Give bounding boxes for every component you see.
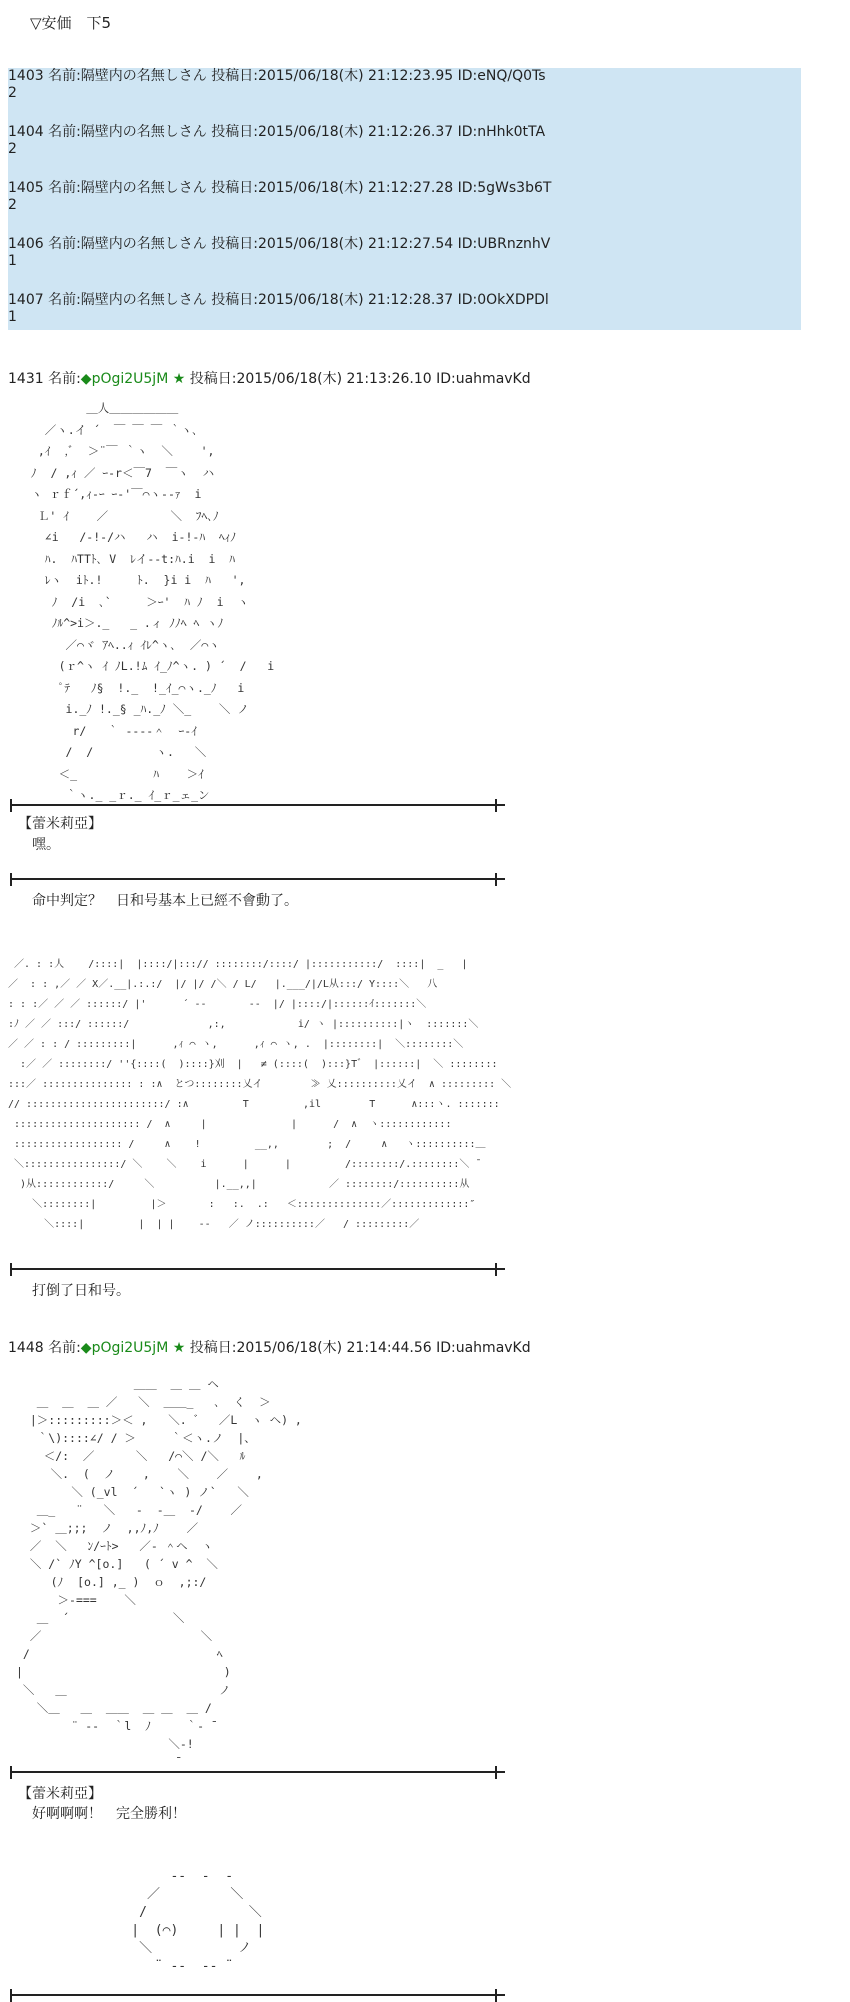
post-header: 1403 名前:隔壁内の名無しさん 投稿日:2015/06/18(木) 21:12:23.95 ID:eNQ/Q0Ts bbox=[8, 68, 546, 84]
ascii-art-hiwagou: ／. : :人 /::::| |::::/|:::// ::::::::/::::/ |:::::::::::/ ::::| _ | ／ : : ,／ ／ X／.__|.:.:/ |/ |/ /＼ / L/ |.___/|/L从:::/ Y::::＼ 八 : : :／ ／ ／ ::::::/ |' ´ ‐‐ ‐‐ |/ |::::/|::::::ｲ:::::::＼ :ﾉ ／ ／ :::/ ::::::/ ,:, i/ ヽ |::::::::::|ヽ :::::::＼ ／ ／ : : / :::::::::| ,ｨ ⌒ ヽ, ,ｨ ⌒ ヽ, . |::::::::| ＼::::::::＼ :／ ／ ::::::::/ ''{::::( )::::}刈 | ≠ (::::( ):::}T゛ |::::::| ＼ :::::::: :::／ ::::::::::::::: : :∧ とつ::::::::乂イ ≫ 乂::::::::::乂イ ∧ ::::::::: ＼ // :::::::::::::::::::::::/ :∧ T ,il T ∧:::ヽ. ::::::: ::::::::::::::::::::: / ∧ | | / ∧ ヽ:::::::::::: :::::::::::::::::: / ∧ ! __,, ; / ∧ ヽ::::::::::＿ ＼::::::::::::::::/ ＼ ＼ i | | /::::::::/.::::::::＼ ̄ )从::::::::::::/ ＼ |.__,,| ／ ::::::::/::::::::::从 ＼::::::::| |＞ : :. .: ＜::::::::::::::／:::::::::::::″ ＼::::| | | | ‐‐ ／ ノ::::::::::／ / :::::::::／ bbox=[8, 959, 512, 1230]
post-date-id: 投稿日:2015/06/18(木) 21:13:26.10 ID:uahmavKd bbox=[185, 371, 531, 387]
post-number-name: 1431 名前: bbox=[8, 371, 81, 387]
post-date-id: 投稿日:2015/06/18(木) 21:14:44.56 ID:uahmavKd bbox=[185, 1340, 531, 1356]
ascii-art-remilia: ＿人＿＿＿＿＿＿ ／ヽ.イ ´ ￣ ￣ ￣ ｀ヽ､ ,ｲ ,ﾞ ＞¨￣ ｀ヽ ＼ ', ﾉ / ,ｨ ／ ｰ‐r＜￣7 ￣ヽ ハ ヽ ｒｆ´,ｨ‐ｰ ｰ‐'￣⌒ヽ‐-ｧ i Ｌ' ｲ ／ ＼ ﾌﾍ､ﾉ ∠i /-!-/ハ ハ i-!-ﾊ ﾍｨﾉ ﾊ. ﾊTTﾄ､ V ﾚイ‐‐t:ﾊ.i i ﾊ ﾚヽ iﾄ.! ﾄ. }i i ﾊ ', ﾉ /i ､` ＞ｰ' ﾊ ﾉ i ヽ ﾉﾙ^>i＞._ _ .ィ ﾉﾉﾍ ﾍ ヽﾉ ／⌒ヾ ｱﾍ..ｨ ｲﾚ^ヽ､ ／⌒ヽ (ｒ^ヽ ｲ ﾉL.!ﾑ ｲ_ﾉ^ヽ. ) ´ / i ﾟﾃ ﾉ§ !._ !_ｲ_⌒ヽ._ﾉ i i._ﾉ !._§ _ﾊ._ﾉ ＼_ ＼ ノ r/ ｀ ‐--‐＾ ｰ‐ｲ / / ヽ. ＼ ＜_ ﾊ ＞ｲ ｀ヽ._ _ｒ._ ｲ_ｒ_ェ_ン bbox=[30, 401, 275, 802]
anchor-post bbox=[8, 180, 551, 214]
post-header bbox=[8, 1337, 531, 1357]
anchor-post bbox=[8, 292, 549, 326]
divider bbox=[10, 1771, 505, 1773]
ascii-art-face: ‐‐ ‐ ‐ ／ ＼ / ＼ | (⌒) | | | ＼ ノ ¨ ‐‐ ‐‐ ¨ bbox=[131, 1869, 265, 1974]
anchor-block bbox=[8, 68, 801, 330]
narration-line: 打倒了日和号。 bbox=[32, 1283, 130, 1299]
anchor-post bbox=[8, 236, 550, 270]
anchor-post bbox=[8, 124, 545, 158]
post-header: 1406 名前:隔壁内の名無しさん 投稿日:2015/06/18(木) 21:12:27.54 ID:UBRnznhV bbox=[8, 236, 551, 252]
ascii-art-remilia-victory: ＿＿ ＿ ＿ ヘ ＿ ＿ ＿ ／ ＼ ＿＿_ ､ く ＞ |＞:::::::::＞＜ , ＼. ゛ ／L ヽ ヘ) , ｀\)::::∠/ / ＞ ｀＜ヽ.ノ |、 ＜/: ／ ＼ /⌒＼ /＼ ﾙ ＼. ( ノ , ＼ ／ , ＼ (_vl ´ `ヽ ) ノ` ＼ ＿_ ¨ ＼ ‐ ‐＿ ‐/ ／ ＞` ＿;;; ノ ,,ﾉ,ﾉ ／ ／ ＼ ﾝ/ｰﾄ> ／‐ ＾ヘ ヽ ＼ /` ﾉY ^[o.] ( ´ v ^ ＼ (ﾉ [o.] ,_ ) ｏ ,;:/ ＞-=== ＼ ＿ ´ ＼ ／ ＼ / ﾍ | ) ＼ ＿ ノ ＼＿ ＿ ＿＿ ＿ ＿ ＿ / ¨ ‐‐ ｀l ﾉ ｀‐ ¯ ＼-! ¯ bbox=[16, 1377, 302, 1769]
post-header bbox=[8, 368, 531, 388]
post-number-name: 1448 名前: bbox=[8, 1340, 81, 1356]
post-header: 1407 名前:隔壁内の名無しさん 投稿日:2015/06/18(木) 21:12:28.37 ID:0OkXDPDl bbox=[8, 292, 549, 308]
speaker-label: 【蕾米莉亞】 bbox=[18, 1786, 102, 1802]
divider bbox=[10, 878, 505, 880]
divider bbox=[10, 1994, 505, 1996]
post-body: 1 bbox=[8, 253, 17, 269]
divider bbox=[10, 804, 505, 806]
post-body: 2 bbox=[8, 197, 17, 213]
post-body: 2 bbox=[8, 141, 17, 157]
narration-line: 命中判定？ 日和号基本上已經不會動了。 bbox=[32, 893, 298, 909]
post-body: 2 bbox=[8, 85, 17, 101]
speaker-label: 【蕾米莉亞】 bbox=[18, 816, 102, 832]
post-body: 1 bbox=[8, 309, 17, 325]
post-header: 1405 名前:隔壁内の名無しさん 投稿日:2015/06/18(木) 21:12:27.28 ID:5gWs3b6T bbox=[8, 180, 552, 196]
author-trip: ◆pOgi2U5jM ★ bbox=[80, 371, 186, 387]
divider bbox=[10, 1268, 505, 1270]
author-trip: ◆pOgi2U5jM ★ bbox=[80, 1340, 186, 1356]
post-header: 1404 名前:隔壁内の名無しさん 投稿日:2015/06/18(木) 21:12:26.37 ID:nHhk0tTA bbox=[8, 124, 546, 140]
thread-title: ▽安価 下5 bbox=[30, 14, 112, 32]
dialogue-line: 嘿。 bbox=[32, 837, 60, 853]
anchor-post bbox=[8, 68, 546, 102]
dialogue-line: 好啊啊啊！ 完全勝利！ bbox=[32, 1806, 186, 1822]
